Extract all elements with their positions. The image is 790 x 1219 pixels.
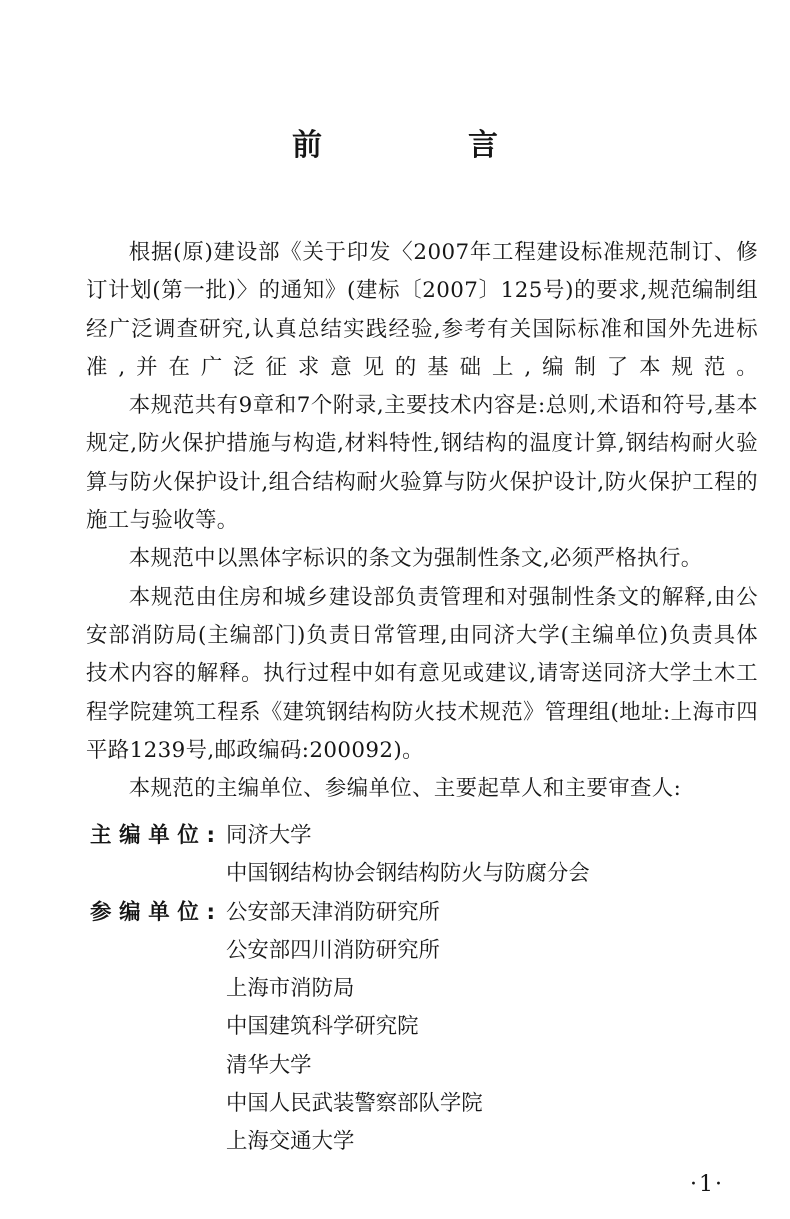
preface-body bbox=[86, 234, 758, 808]
page-title: 前 言 bbox=[292, 128, 556, 163]
paragraph-contents: 本规范共有9章和7个附录,主要技术内容是:总则,术语和符号,基本规定,防火保护措施与构造,材料特性,钢结构的温度计算,钢结构耐火验算与防火保护设计,组合结构耐火验算与防火保护设计,防火保护工程的施工与验收等。 bbox=[86, 393, 758, 534]
paragraph-basis: 根据(原)建设部《关于印发〈2007年工程建设标准规范制订、修订计划(第一批)〉的通知》(建标〔2007〕125号)的要求,规范编制组经广泛调查研究,认真总结实践经验,参考有关国际标准和国外先进标准,并在广泛征求意见的基础上,编制了本规范。 bbox=[86, 240, 758, 380]
list-item: 同济大学 bbox=[226, 823, 312, 848]
paragraph-management: 本规范由住房和城乡建设部负责管理和对强制性条文的解释,由公安部消防局(主编部门)负责日常管理,由同济大学(主编单位)负责具体技术内容的解释。执行过程中如有意见或建议,请寄送同济大学土木工程学院建筑工程系《建筑钢结构防火技术规范》管理组(地址:上海市四平路1239号,邮政编码:200092)。 bbox=[86, 584, 758, 763]
participating-unit-row bbox=[86, 1008, 758, 1046]
participating-units-label: 参编单位: bbox=[90, 899, 216, 925]
participating-unit-row bbox=[86, 970, 758, 1008]
list-item: 上海交通大学 bbox=[226, 1129, 355, 1155]
chief-units-label: 主编单位: bbox=[90, 823, 216, 848]
list-item: 中国钢结构协会钢结构防火与防腐分会 bbox=[226, 861, 590, 887]
participating-unit-row bbox=[86, 1123, 758, 1161]
chief-unit-row bbox=[86, 817, 758, 855]
chief-unit-row bbox=[86, 855, 758, 893]
paragraph-mandatory: 本规范中以黑体字标识的条文为强制性条文,必须严格执行。 bbox=[128, 546, 703, 572]
participating-unit-row bbox=[86, 1085, 758, 1123]
list-item: 公安部四川消防研究所 bbox=[226, 937, 440, 963]
participating-unit-row bbox=[86, 1047, 758, 1085]
list-item: 上海市消防局 bbox=[226, 976, 355, 1002]
list-item: 公安部天津消防研究所 bbox=[226, 899, 440, 925]
paragraph-units-intro: 本规范的主编单位、参编单位、主要起草人和主要审查人: bbox=[128, 776, 682, 802]
units-list bbox=[86, 817, 758, 1162]
participating-unit-row bbox=[86, 894, 758, 932]
list-item: 中国人民武装警察部队学院 bbox=[226, 1091, 483, 1117]
list-item: 清华大学 bbox=[226, 1052, 312, 1078]
participating-unit-row bbox=[86, 932, 758, 970]
list-item: 中国建筑科学研究院 bbox=[226, 1014, 419, 1040]
page-number: ·1· bbox=[690, 1172, 724, 1197]
